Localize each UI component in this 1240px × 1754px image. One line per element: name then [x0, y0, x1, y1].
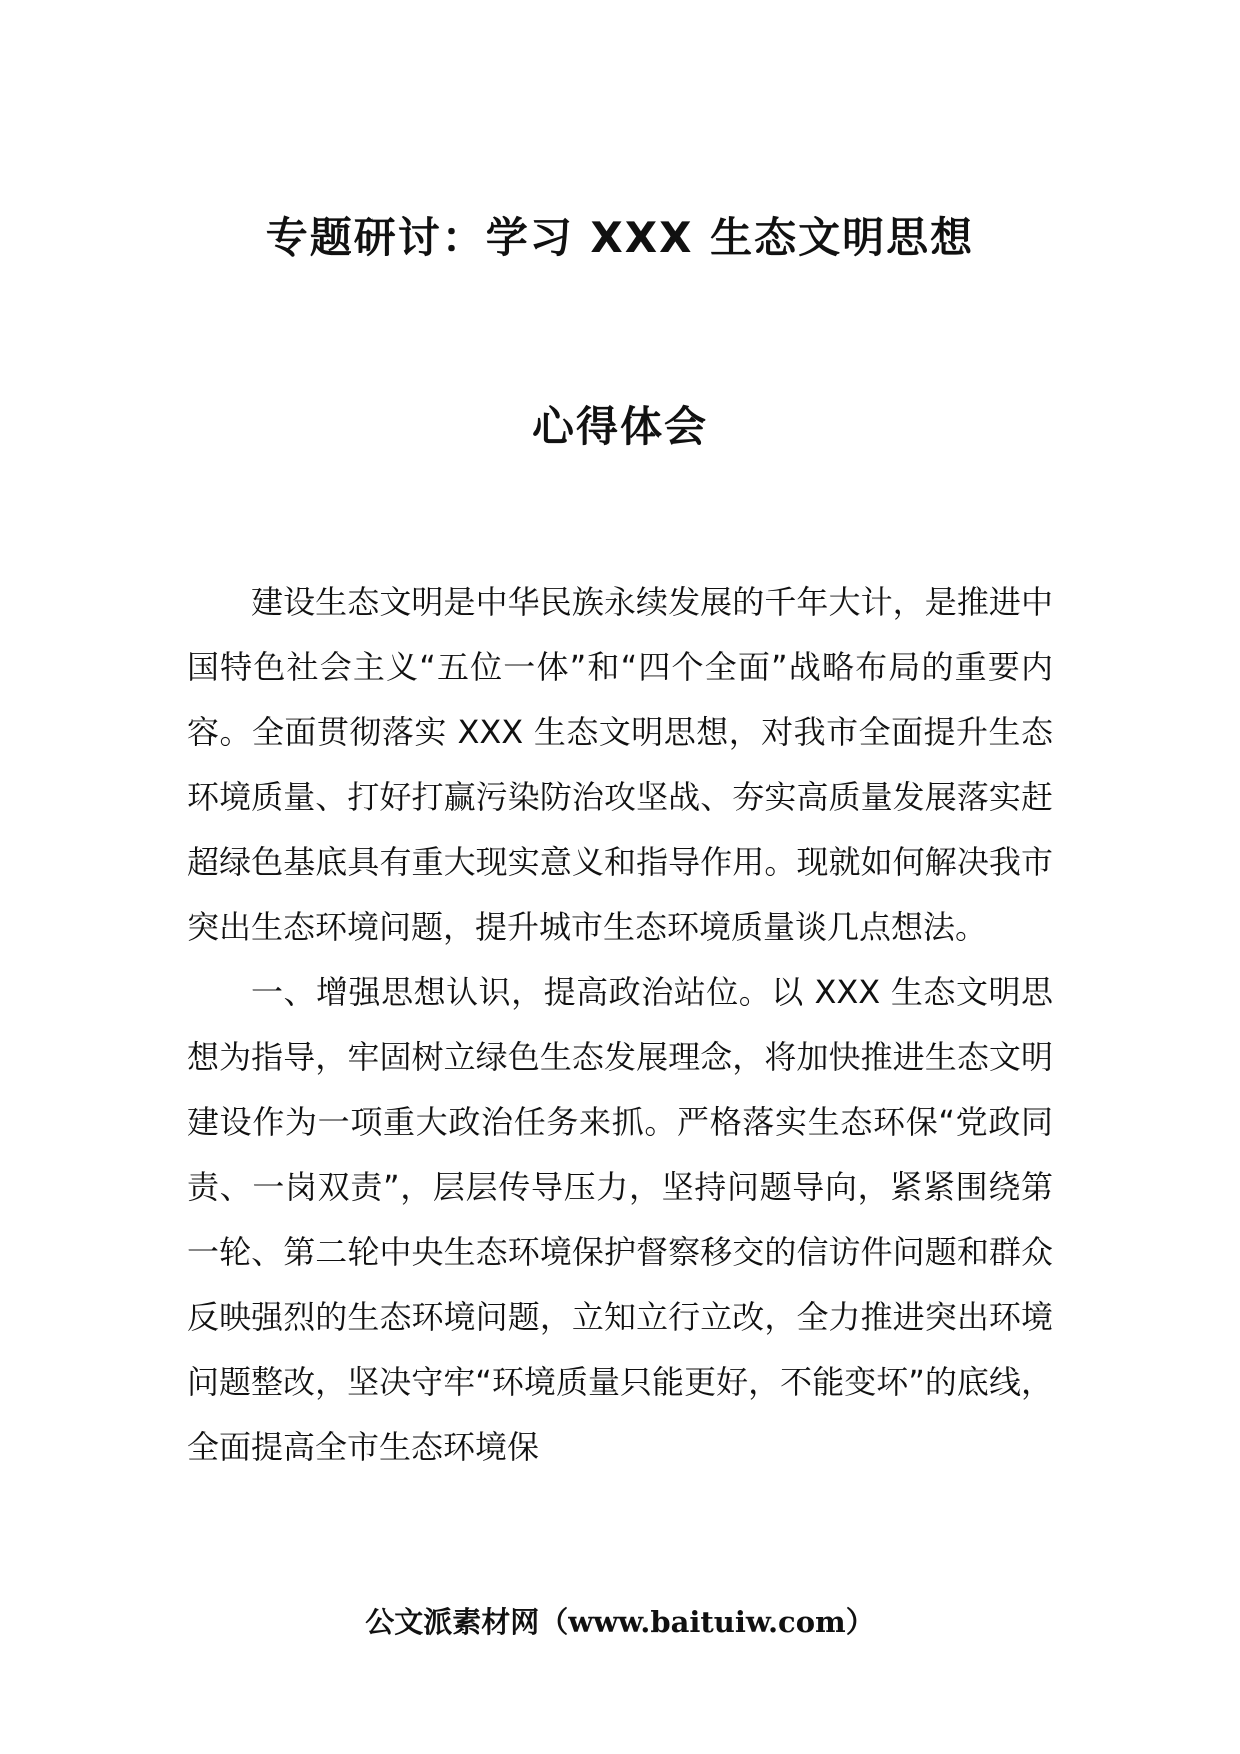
- document-body: [187, 570, 1053, 1480]
- footer-source: 公文派素材网（www.baituiw.com）: [365, 1605, 875, 1639]
- paragraph-intro: 建设生态文明是中华民族永续发展的千年大计，是推进中国特色社会主义“五位一体”和“四个全面”战略布局的重要内容。全面贯彻落实 XXX 生态文明思想，对我市全面提升生态环境质量、打好打赢污染防治攻坚战、夯实高质量发展落实赶超绿色基底具有重大现实意义和指导作用。现就如何解决我市突出生态环境问题，提升城市生态环境质量谈几点想法。: [187, 583, 1053, 946]
- paragraph-section-one: 一、增强思想认识，提高政治站位。以 XXX 生态文明思想为指导，牢固树立绿色生态发展理念，将加快推进生态文明建设作为一项重大政治任务来抓。严格落实生态环保“党政同责、一岗双责”，层层传导压力，坚持问题导向，紧紧围绕第一轮、第二轮中央生态环境保护督察移交的信访件问题和群众反映强烈的生态环境问题，立知立行立改，全力推进突出环境问题整改，坚决守牢“环境质量只能更好，不能变坏”的底线，全面提高全市生态环境保: [187, 973, 1053, 1466]
- document-title-line-2: 心得体会: [531, 402, 708, 451]
- document-title-line-1: 专题研讨：学习 XXX 生态文明思想: [265, 213, 975, 262]
